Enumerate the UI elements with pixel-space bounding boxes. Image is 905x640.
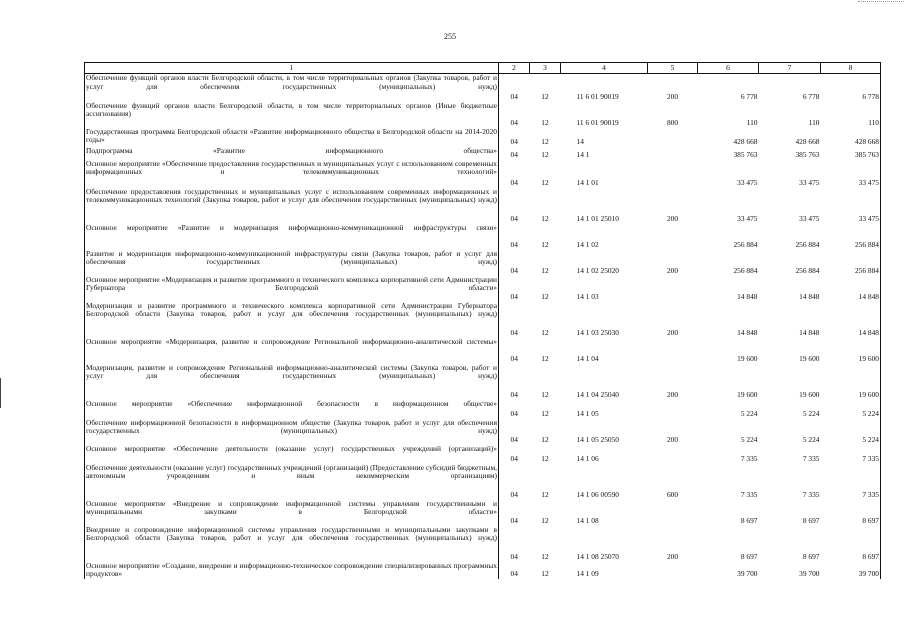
table-row bbox=[85, 102, 881, 128]
amount-col-7: 385 763 bbox=[795, 149, 820, 159]
column-header: 7 bbox=[759, 63, 821, 74]
expense-type-code: 200 bbox=[666, 213, 679, 223]
amount-col-8: 19 600 bbox=[821, 338, 881, 364]
amount-col-8: 5 224 bbox=[821, 419, 881, 445]
item-name: Обеспечение деятельности (оказание услуг) государственных учреждений (организаций) (Предоставление субсидий бюджетным, автономным учреждениям и иным некоммерческим организациям) bbox=[85, 464, 499, 500]
target-article-code: 14 1 08 bbox=[576, 515, 599, 525]
amount-col-6: 19 600 bbox=[737, 389, 758, 399]
section-code: 12 bbox=[541, 327, 549, 337]
scan-edge-mark bbox=[858, 1, 904, 3]
expense-type-code: 200 bbox=[666, 91, 679, 101]
amount-col-6: 7 335 bbox=[740, 489, 758, 499]
amount-col-7: 8 697 bbox=[802, 515, 820, 525]
amount-col-6: 7 335 bbox=[740, 453, 758, 463]
chapter-code: 04 bbox=[510, 551, 518, 561]
amount-col-7: 33 475 bbox=[799, 213, 820, 223]
column-header: 2 bbox=[499, 63, 530, 74]
chapter-code: 04 bbox=[510, 177, 518, 187]
column-header: 5 bbox=[648, 63, 698, 74]
item-name: Государственная программа Белгородской области «Развитие информационного общества в Белгородской области на 2014-2020 годы» bbox=[85, 128, 499, 147]
table-row bbox=[85, 419, 881, 445]
section-code: 12 bbox=[541, 434, 549, 444]
target-article-code: 14 1 05 bbox=[576, 408, 599, 418]
chapter-code: 04 bbox=[510, 434, 518, 444]
target-article-code: 14 1 04 25040 bbox=[576, 389, 619, 399]
chapter-code: 04 bbox=[510, 265, 518, 275]
item-name: Подпрограмма «Развитие информационного общества» bbox=[85, 147, 499, 160]
item-name: Основное мероприятие «Развитие и модернизация информационно-коммуникационной инфраструктуры связи» bbox=[85, 224, 499, 250]
table-row bbox=[85, 74, 881, 102]
target-article-code: 14 1 01 25010 bbox=[576, 213, 619, 223]
item-name: Основное мероприятие «Внедрение и сопровождение информационной системы управления государственными и муниципальными закупками в Белгородской области» bbox=[85, 500, 499, 526]
table-row bbox=[85, 464, 881, 500]
amount-col-8: 385 763 bbox=[821, 147, 881, 160]
expense-type-code bbox=[648, 400, 698, 419]
amount-col-8: 110 bbox=[821, 102, 881, 128]
target-article-code: 14 1 06 bbox=[576, 453, 599, 463]
table-row bbox=[85, 526, 881, 562]
table-row bbox=[85, 364, 881, 400]
amount-col-8: 256 884 bbox=[821, 250, 881, 276]
table-row bbox=[85, 562, 881, 579]
chapter-code: 04 bbox=[510, 291, 518, 301]
amount-col-8: 5 224 bbox=[821, 400, 881, 419]
item-name: Основное мероприятие «Обеспечение информационной безопасности в информационном обществе» bbox=[85, 400, 499, 419]
expense-type-code: 200 bbox=[666, 327, 679, 337]
chapter-code: 04 bbox=[510, 453, 518, 463]
column-header: 3 bbox=[530, 63, 561, 74]
amount-col-6: 33 475 bbox=[737, 177, 758, 187]
section-code: 12 bbox=[541, 515, 549, 525]
table-body bbox=[85, 63, 881, 579]
item-name: Внедрение и сопровождение информационной системы управления государственными и муниципальными закупками в Белгородской области (Закупка товаров, работ и услуг для обеспечения государственных (муниципальных) нужд) bbox=[85, 526, 499, 562]
amount-col-8: 6 778 bbox=[821, 74, 881, 102]
table-row bbox=[85, 147, 881, 160]
section-code: 12 bbox=[541, 551, 549, 561]
item-name: Основное мероприятие «Модернизация, развитие и сопровождение Региональной информационно-аналитической системы» bbox=[85, 338, 499, 364]
amount-col-7: 256 884 bbox=[795, 239, 820, 249]
amount-col-8: 8 697 bbox=[821, 500, 881, 526]
amount-col-7: 428 668 bbox=[795, 136, 820, 146]
target-article-code: 14 bbox=[576, 136, 584, 146]
section-code: 12 bbox=[541, 453, 549, 463]
expense-type-code bbox=[648, 160, 698, 188]
amount-col-7: 8 697 bbox=[802, 551, 820, 561]
amount-col-6: 19 600 bbox=[737, 353, 758, 363]
expense-type-code bbox=[648, 128, 698, 147]
target-article-code: 14 1 bbox=[576, 149, 590, 159]
column-header: 8 bbox=[821, 63, 881, 74]
section-code: 12 bbox=[541, 117, 549, 127]
section-code: 12 bbox=[541, 149, 549, 159]
item-name: Основное мероприятие «Создание, внедрение и информационно-техническое сопровождение специализированных программных продуктов» bbox=[86, 561, 497, 579]
scan-edge-mark bbox=[0, 378, 4, 408]
page-number: 255 bbox=[444, 32, 456, 41]
target-article-code: 14 1 03 25030 bbox=[576, 327, 619, 337]
section-code: 12 bbox=[541, 239, 549, 249]
amount-col-8: 7 335 bbox=[821, 445, 881, 464]
target-article-code: 14 1 09 bbox=[576, 569, 599, 579]
chapter-code: 04 bbox=[510, 408, 518, 418]
amount-col-7: 14 848 bbox=[799, 291, 820, 301]
amount-col-6: 14 848 bbox=[737, 291, 758, 301]
chapter-code: 04 bbox=[510, 569, 518, 579]
item-name: Обеспечение предоставления государственных и муниципальных услуг с использованием современных информационных и телекоммуникационных технологий (Закупка товаров, работ и услуг для обеспечения государственных (муниципальных) нужд) bbox=[85, 188, 499, 224]
amount-col-7: 110 bbox=[808, 117, 820, 127]
budget-table bbox=[84, 62, 881, 579]
amount-col-8: 7 335 bbox=[821, 464, 881, 500]
target-article-code: 14 1 02 25020 bbox=[576, 265, 619, 275]
chapter-code: 04 bbox=[510, 489, 518, 499]
item-name: Обеспечение функций органов власти Белгородской области, в том числе территориальных органов (Иные бюджетные ассигнования) bbox=[85, 102, 499, 128]
amount-col-7: 7 335 bbox=[802, 453, 820, 463]
amount-col-7: 7 335 bbox=[802, 489, 820, 499]
table-row bbox=[85, 500, 881, 526]
amount-col-7: 5 224 bbox=[802, 434, 820, 444]
table-row bbox=[85, 276, 881, 302]
amount-col-7: 5 224 bbox=[802, 408, 820, 418]
item-name: Обеспечение информационной безопасности в информационном обществе (Закупка товаров, работ и услуг для обеспечения государственных (муниципальных) нужд) bbox=[85, 419, 499, 445]
amount-col-8: 8 697 bbox=[821, 526, 881, 562]
target-article-code: 14 1 05 25050 bbox=[576, 434, 619, 444]
target-article-code: 11 6 01 90019 bbox=[576, 91, 619, 101]
column-header: 4 bbox=[561, 63, 648, 74]
table-row bbox=[85, 160, 881, 188]
amount-col-7: 39 700 bbox=[799, 569, 820, 579]
amount-col-7: 33 475 bbox=[799, 177, 820, 187]
section-code: 12 bbox=[541, 213, 549, 223]
item-name: Модернизация и развитие программного и технического комплекса корпоративной сети Администрации Губернатора Белгородской области (Закупка товаров, работ и услуг для обеспечения государственных (муниципальных) нужд) bbox=[85, 302, 499, 338]
amount-col-6: 39 700 bbox=[737, 569, 758, 579]
expense-type-code: 800 bbox=[666, 117, 679, 127]
amount-col-6: 33 475 bbox=[737, 213, 758, 223]
table-row bbox=[85, 338, 881, 364]
amount-col-7: 256 884 bbox=[795, 265, 820, 275]
target-article-code: 14 1 08 25070 bbox=[576, 551, 619, 561]
amount-col-6: 8 697 bbox=[740, 551, 758, 561]
amount-col-8: 14 848 bbox=[821, 302, 881, 338]
table-row bbox=[85, 188, 881, 224]
chapter-code: 04 bbox=[510, 327, 518, 337]
section-code: 12 bbox=[541, 569, 549, 579]
expense-type-code: 200 bbox=[666, 265, 679, 275]
amount-col-8: 19 600 bbox=[821, 364, 881, 400]
amount-col-8: 256 884 bbox=[821, 224, 881, 250]
amount-col-6: 5 224 bbox=[740, 434, 758, 444]
amount-col-8: 428 668 bbox=[821, 128, 881, 147]
amount-col-7: 19 600 bbox=[799, 353, 820, 363]
table-row bbox=[85, 400, 881, 419]
column-header-row bbox=[85, 63, 881, 74]
chapter-code: 04 bbox=[510, 91, 518, 101]
amount-col-6: 385 763 bbox=[733, 149, 758, 159]
expense-type-code bbox=[648, 445, 698, 464]
amount-col-6: 14 848 bbox=[737, 327, 758, 337]
amount-col-6: 8 697 bbox=[740, 515, 758, 525]
item-name: Основное мероприятие «Обеспечение предоставления государственных и муниципальных услуг с использованием современных информационных и телекоммуникационных технологий» bbox=[85, 160, 499, 188]
section-code: 12 bbox=[541, 489, 549, 499]
chapter-code: 04 bbox=[510, 117, 518, 127]
section-code: 12 bbox=[541, 265, 549, 275]
target-article-code: 11 6 01 90019 bbox=[576, 117, 619, 127]
amount-col-6: 110 bbox=[746, 117, 758, 127]
amount-col-6: 256 884 bbox=[733, 239, 758, 249]
item-name: Развитие и модернизация информационно-коммуникационной инфраструктуры связи (Закупка товаров, работ и услуг для обеспечения государственных (муниципальных) нужд) bbox=[85, 250, 499, 276]
chapter-code: 04 bbox=[510, 389, 518, 399]
item-name: Основное мероприятие «Модернизация и развитие программного и технического комплекса корпоративной сети Администрации Губернатора Белгородской области» bbox=[85, 276, 499, 302]
section-code: 12 bbox=[541, 353, 549, 363]
section-code: 12 bbox=[541, 91, 549, 101]
amount-col-7: 6 778 bbox=[802, 91, 820, 101]
table-row bbox=[85, 445, 881, 464]
expense-type-code: 600 bbox=[666, 489, 679, 499]
expense-type-code bbox=[648, 338, 698, 364]
section-code: 12 bbox=[541, 408, 549, 418]
expense-type-code bbox=[648, 562, 698, 579]
item-name: Обеспечение функций органов власти Белгородской области, в том числе территориальных органов (Закупка товаров, работ и услуг для обеспечения государственных (муниципальных) нужд) bbox=[85, 74, 499, 102]
table-row bbox=[85, 250, 881, 276]
expense-type-code: 200 bbox=[666, 551, 679, 561]
amount-col-6: 428 668 bbox=[733, 136, 758, 146]
amount-col-6: 5 224 bbox=[740, 408, 758, 418]
column-header: 6 bbox=[698, 63, 759, 74]
amount-col-8: 39 700 bbox=[821, 562, 881, 579]
chapter-code: 04 bbox=[510, 136, 518, 146]
amount-col-6: 256 884 bbox=[733, 265, 758, 275]
expense-type-code bbox=[648, 224, 698, 250]
amount-col-7: 19 600 bbox=[799, 389, 820, 399]
expense-type-code bbox=[648, 276, 698, 302]
target-article-code: 14 1 02 bbox=[576, 239, 599, 249]
amount-col-7: 14 848 bbox=[799, 327, 820, 337]
chapter-code: 04 bbox=[510, 239, 518, 249]
expense-type-code: 200 bbox=[666, 389, 679, 399]
amount-col-8: 33 475 bbox=[821, 160, 881, 188]
expense-type-code bbox=[648, 500, 698, 526]
chapter-code: 04 bbox=[510, 353, 518, 363]
section-code: 12 bbox=[541, 389, 549, 399]
table-row bbox=[85, 302, 881, 338]
column-header: 1 bbox=[85, 63, 499, 74]
target-article-code: 14 1 01 bbox=[576, 177, 599, 187]
target-article-code: 14 1 06 00590 bbox=[576, 489, 619, 499]
chapter-code: 04 bbox=[510, 515, 518, 525]
chapter-code: 04 bbox=[510, 149, 518, 159]
amount-col-8: 14 848 bbox=[821, 276, 881, 302]
table-row bbox=[85, 224, 881, 250]
item-name: Основное мероприятие «Обеспечение деятельности (оказание услуг) государственных учреждений (организаций)» bbox=[85, 445, 499, 464]
section-code: 12 bbox=[541, 177, 549, 187]
table-row bbox=[85, 128, 881, 147]
target-article-code: 14 1 04 bbox=[576, 353, 599, 363]
target-article-code: 14 1 03 bbox=[576, 291, 599, 301]
expense-type-code: 200 bbox=[666, 434, 679, 444]
amount-col-8: 33 475 bbox=[821, 188, 881, 224]
expense-type-code bbox=[648, 147, 698, 160]
chapter-code: 04 bbox=[510, 213, 518, 223]
item-name: Модернизация, развитие и сопровождение Региональной информационно-аналитической системы (Закупка товаров, работ и услуг для обеспечения государственных (муниципальных) нужд) bbox=[85, 364, 499, 400]
section-code: 12 bbox=[541, 136, 549, 146]
amount-col-6: 6 778 bbox=[740, 91, 758, 101]
section-code: 12 bbox=[541, 291, 549, 301]
